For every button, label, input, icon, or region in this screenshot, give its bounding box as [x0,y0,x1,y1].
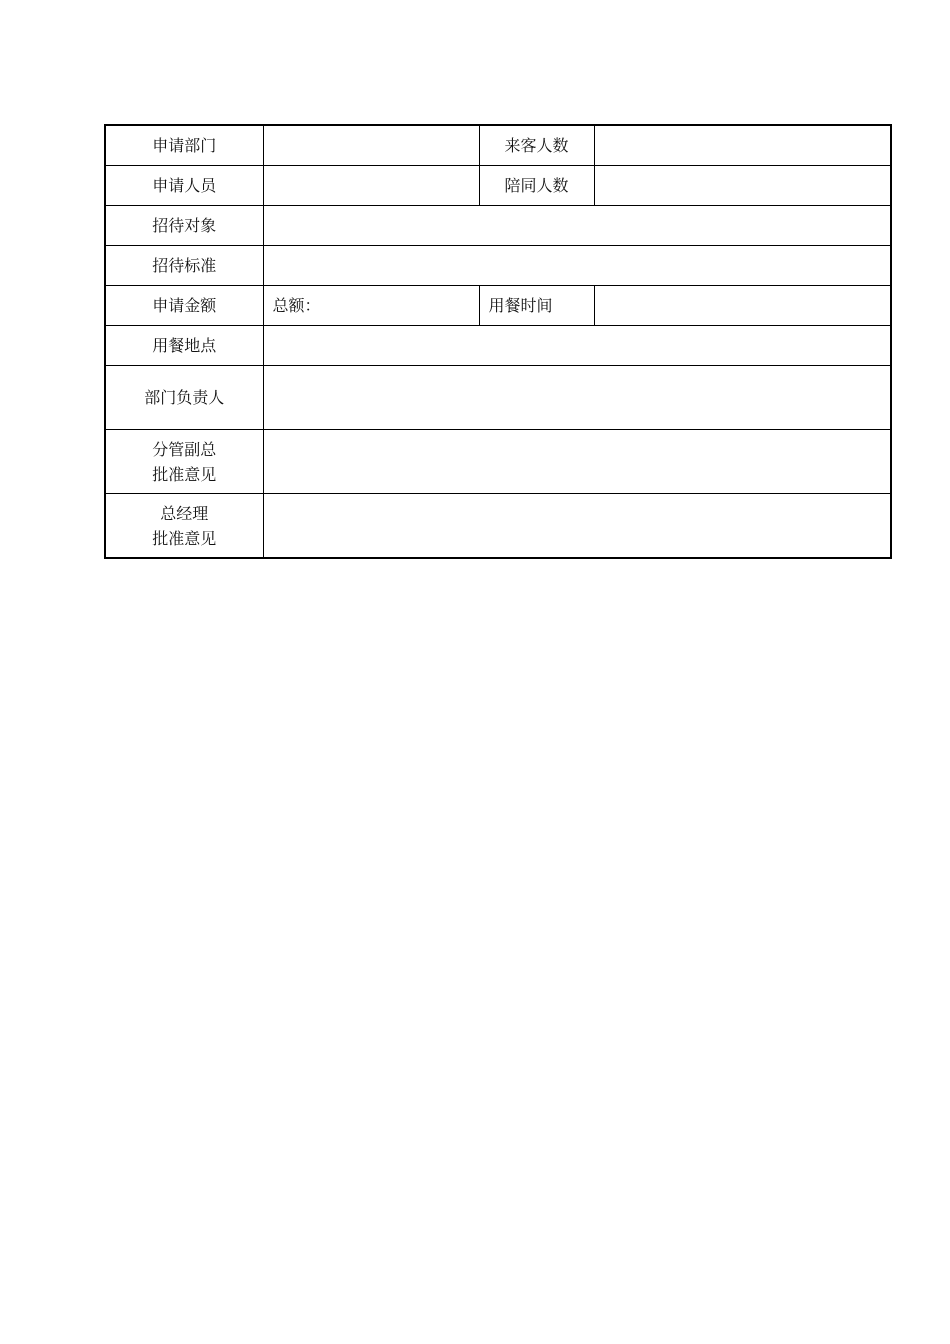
label-meal-location: 用餐地点 [105,326,263,366]
label-gm-approval-line2: 批准意见 [152,528,217,548]
row-applicant-department [105,125,891,166]
label-accompany-count: 陪同人数 [479,166,594,206]
field-reception-target[interactable] [263,206,891,246]
label-amount: 申请金额 [105,286,263,326]
field-accompany-count[interactable] [594,166,891,206]
field-gm-approval[interactable] [263,494,891,559]
label-vp-approval-line2: 批准意见 [152,464,217,484]
reception-application-form [104,124,892,559]
label-guest-count: 来客人数 [479,125,594,166]
row-meal-location [105,326,891,366]
label-meal-time: 用餐时间 [479,286,594,326]
field-meal-time[interactable] [594,286,891,326]
field-applicant-department[interactable] [263,125,479,166]
field-total-amount[interactable]: 总额： [263,286,479,326]
row-vp-approval [105,430,891,494]
label-reception-target: 招待对象 [105,206,263,246]
field-vp-approval[interactable] [263,430,891,494]
row-gm-approval [105,494,891,559]
label-vp-approval [105,430,263,494]
label-reception-standard: 招待标准 [105,246,263,286]
field-reception-standard[interactable] [263,246,891,286]
label-vp-approval-line1: 分管副总 [152,439,217,459]
label-department-head: 部门负责人 [105,366,263,430]
row-reception-target [105,206,891,246]
label-gm-approval [105,494,263,559]
row-applicant [105,166,891,206]
field-guest-count[interactable] [594,125,891,166]
row-amount [105,286,891,326]
row-reception-standard [105,246,891,286]
field-meal-location[interactable] [263,326,891,366]
row-department-head [105,366,891,430]
label-gm-approval-line1: 总经理 [160,503,209,523]
label-applicant-department: 申请部门 [105,125,263,166]
field-applicant[interactable] [263,166,479,206]
label-applicant: 申请人员 [105,166,263,206]
field-department-head[interactable] [263,366,891,430]
